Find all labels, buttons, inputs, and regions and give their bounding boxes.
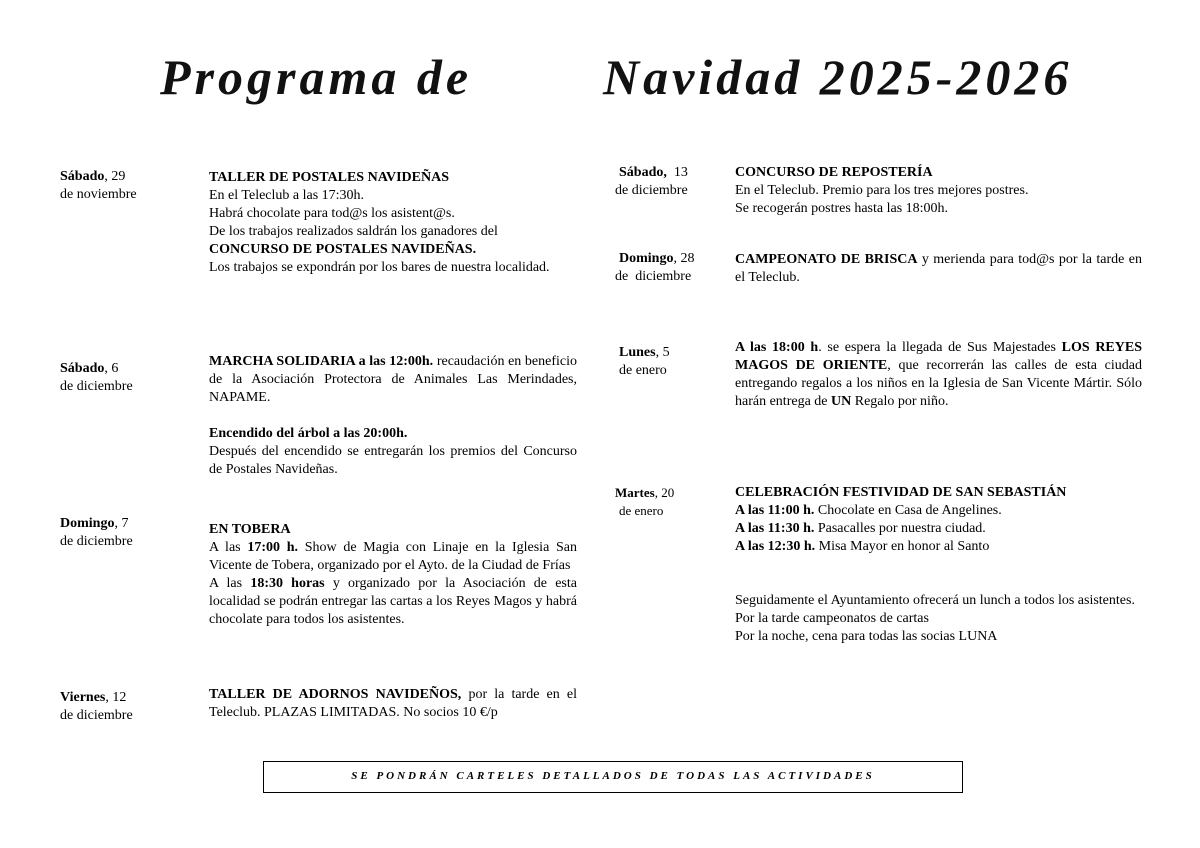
event-taller-postales: TALLER DE POSTALES NAVIDEÑAS En el Teleclub a las 17:30h. Habrá chocolate para tod@s los asistent@s. De los trabajos realizados saldrán los ganadores del CONCURSO DE POSTALES NAVIDEÑAS. Los trabajos se expondrán por los bares de nuestra localidad. bbox=[209, 170, 550, 275]
event-marcha-solidaria: MARCHA SOLIDARIA a las 12:00h. recaudación en beneficio de la Asociación Protectora de Animales Las Merindades, NAPAME. Encendido del árbol a las 20:00h. Después del encendido se entregarán los premios del Concurso de Postales Navideñas. bbox=[209, 354, 578, 477]
event-san-sebastian: CELEBRACIÓN FESTIVIDAD DE SAN SEBASTIÁN A las 11:00 h. Chocolate en Casa de Angelines. A las 11:30 h. Pasacalles por nuestra ciudad. A las 12:30 h. Misa Mayor en honor al Santo Seguidamente el Ayuntamiento ofrecerá un lunch a todos los asistentes. Por la tarde campeonatos de cartas Por la noche, cena para todas las socias LUNA bbox=[735, 485, 1135, 644]
event-campeonato-brisca: CAMPEONATO DE BRISCA y merienda para tod@s por la tarde en el Teleclub. bbox=[735, 252, 1142, 285]
event-reyes-magos: A las 18:00 h. se espera la llegada de Sus Majestades LOS REYES MAGOS DE ORIENTE, que recorrerán las calles de esta ciudad entregando regalos a los niños en la Iglesia de San Vicente Mártir. Sólo harán entrega de UN Regalo por niño. bbox=[735, 340, 1142, 409]
date-domingo-7: Domingo, 7 de diciembre bbox=[60, 516, 133, 549]
date-lunes-5: Lunes, 5 de enero bbox=[619, 345, 670, 378]
title-part-2: Navidad 2025-2026 bbox=[603, 49, 1073, 105]
date-sabado-13: Sábado, 13 de diciembre bbox=[615, 165, 688, 198]
event-en-tobera: EN TOBERA A las 17:00 h. Show de Magia con Linaje en la Iglesia San Vicente de Tobera, organizado por el Ayto. de la Ciudad de Frías A las 18:30 horas y organizado por la Asociación de esta localidad se podrán entregar las cartas a los Reyes Magos y habrá chocolate para todos los asistentes. bbox=[209, 522, 578, 627]
event-concurso-reposteria: CONCURSO DE REPOSTERÍA En el Teleclub. Premio para los tres mejores postres. Se recogerán postres hasta las 18:00h. bbox=[735, 165, 1029, 216]
date-domingo-28: Domingo, 28 de diciembre bbox=[615, 251, 695, 284]
footer-notice: SE PONDRÁN CARTELES DETALLADOS DE TODAS LAS ACTIVIDADES bbox=[263, 761, 963, 793]
event-taller-adornos: TALLER DE ADORNOS NAVIDEÑOS, por la tarde en el Teleclub. PLAZAS LIMITADAS. No socios 10 €/p bbox=[209, 687, 577, 720]
date-viernes-12: Viernes, 12 de diciembre bbox=[60, 690, 133, 723]
page-title bbox=[0, 48, 1200, 118]
date-martes-20: Martes, 20 de enero bbox=[615, 485, 675, 518]
date-sabado-29: Sábado, 29 de noviembre bbox=[60, 169, 137, 202]
date-sabado-6: Sábado, 6 de diciembre bbox=[60, 361, 133, 394]
title-part-1: Programa de bbox=[160, 49, 473, 105]
